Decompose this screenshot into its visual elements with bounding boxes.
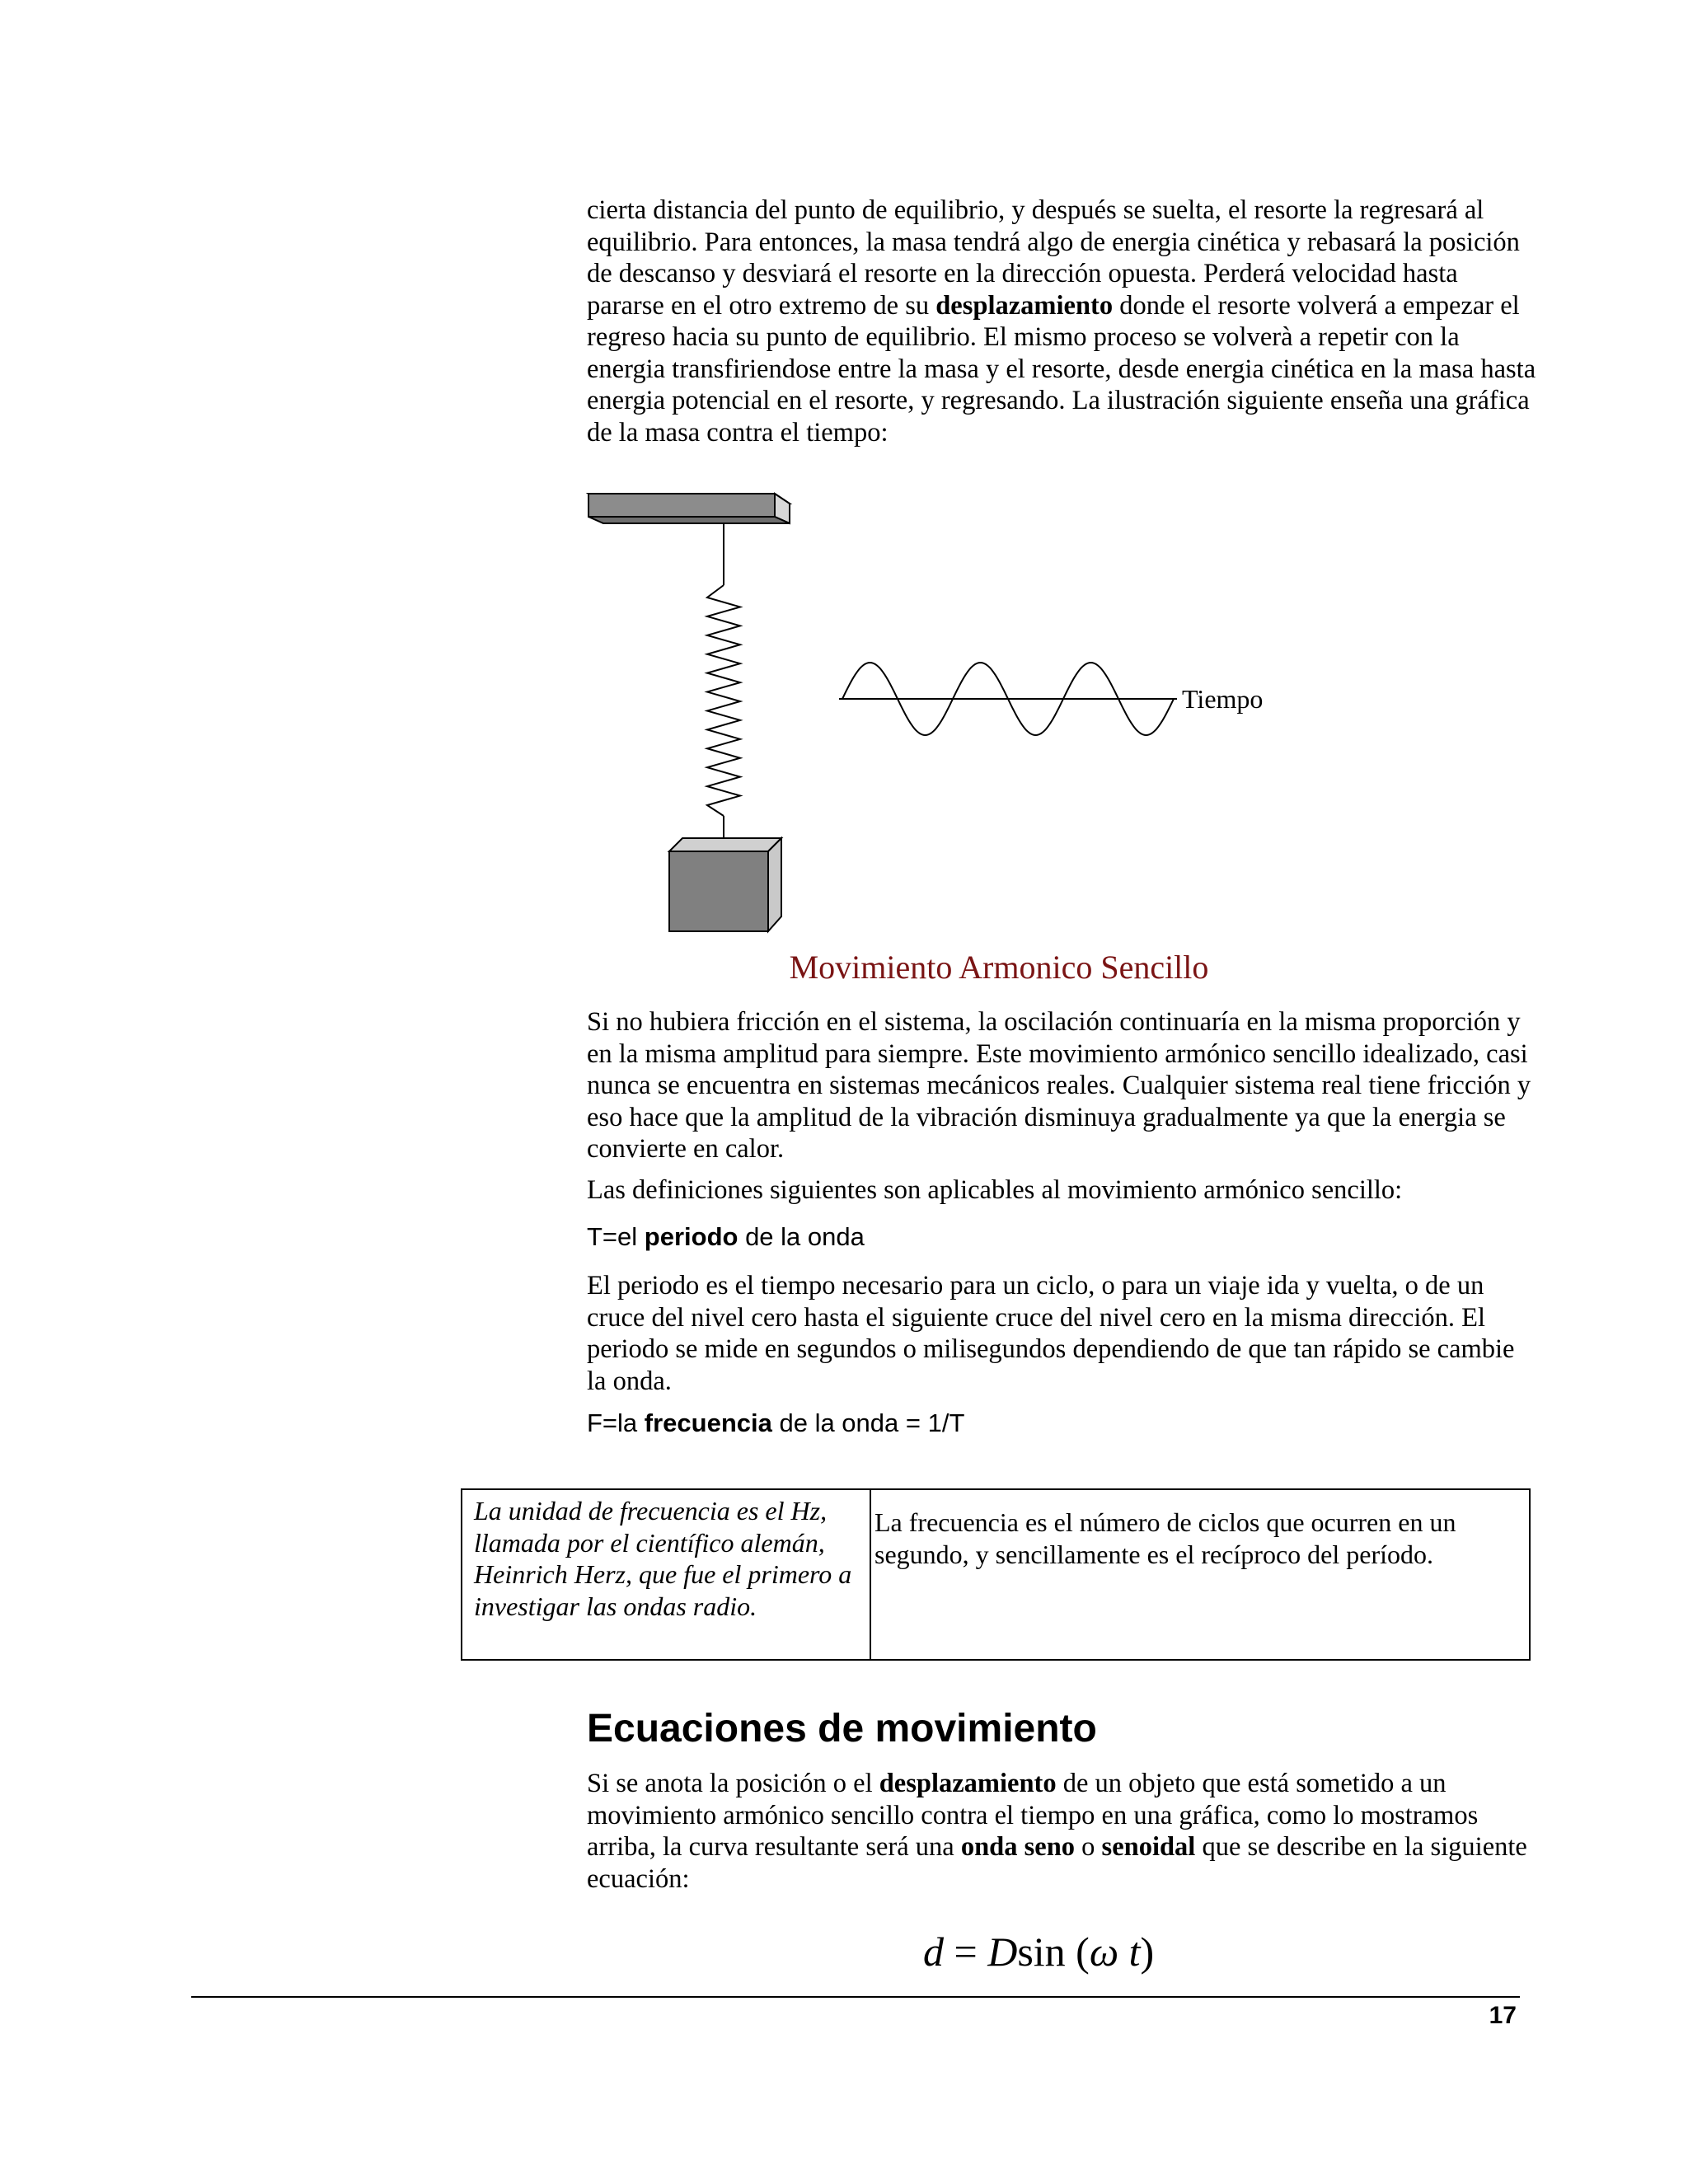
- period-prefix: T=el: [587, 1222, 645, 1251]
- ceiling-bar-bottom: [588, 517, 790, 523]
- mass-block: [669, 851, 768, 931]
- frequency-suffix: de la onda = 1/T: [771, 1408, 965, 1437]
- formula-amplitude: D: [987, 1929, 1018, 1975]
- equation-paragraph-segment: Si se anota la posición o el: [587, 1769, 879, 1798]
- formula-function: sin: [1017, 1929, 1066, 1975]
- frequency-note-table: [461, 1488, 1531, 1661]
- equation-paragraph: [587, 1768, 1539, 1895]
- spring-mass-figure: [577, 482, 1319, 952]
- formula-equals: =: [954, 1929, 978, 1975]
- formula-argument: ω t: [1089, 1929, 1141, 1975]
- frequency-term: frecuencia: [644, 1408, 772, 1437]
- mass-block-top: [669, 838, 781, 851]
- friction-paragraph: Si no hubiera fricción en el sistema, la oscilación continuaría en la misma proporción y en la misma amplitud para siempre. Este movimiento armónico sencillo idealizado, casi nunca se encuentra en sistemas mecánicos reales. Cualquier sistema real tiene fricción y eso hace que la amplitud de la vibración disminuya gradualmente ya que la energia se convierte en calor.: [587, 1007, 1531, 1164]
- period-term: periodo: [644, 1222, 738, 1251]
- formula-open-paren: (: [1076, 1929, 1090, 1975]
- equation-paragraph-segment: senoidal: [1101, 1832, 1196, 1862]
- intro-paragraph-segment: desplazamiento: [935, 290, 1114, 321]
- sine-formula: [923, 1927, 1154, 1976]
- equation-paragraph-segment: onda seno: [960, 1832, 1076, 1862]
- intro-paragraph-segment: donde el resorte volverá a empezar el regreso hacia su punto de equilibrio. El mismo proceso se volverà a repetir con la energia transfiriendose entre la masa y el resorte, desde energia cinética en la masa hasta energia potencial en el resorte, y regresando. La ilustración siguiente enseña una gráfica de la masa contra el tiempo:: [587, 290, 1536, 448]
- formula-lhs: d: [923, 1929, 944, 1975]
- footer-rule: [191, 1996, 1520, 1998]
- intro-paragraph: [587, 194, 1539, 448]
- period-paragraph: El periodo es el tiempo necesario para un ciclo, o para un viaje ida y vuelta, o de un cruce del nivel cero hasta el siguiente cruce del nivel cero en la misma dirección. El periodo se mide en segundos o milisegundos dependiendo de que tan rápido se cambie la onda.: [587, 1271, 1515, 1396]
- mass-block-side: [768, 838, 781, 931]
- section-heading: Ecuaciones de movimiento: [587, 1707, 1097, 1750]
- equation-paragraph-segment: o: [1075, 1832, 1102, 1862]
- equation-paragraph-segment: que se describe en la siguiente ecuación:: [587, 1832, 1527, 1894]
- period-suffix: de la onda: [738, 1222, 865, 1251]
- spring-coil: [707, 585, 740, 816]
- frequency-definition: [587, 1408, 964, 1439]
- equation-paragraph-segment: desplazamiento: [879, 1769, 1057, 1798]
- equation-paragraph-segment: de un objeto que está sometido a un movimiento armónico sencillo contra el tiempo en una gráfica, como lo mostramos arriba, la curva resultante será una: [587, 1769, 1479, 1862]
- page-number: 17: [1489, 2002, 1517, 2029]
- period-definition: [587, 1221, 865, 1253]
- intro-paragraph-segment: cierta distancia del punto de equilibrio, y después se suelta, el resorte la regresará al equilibrio. Para entonces, la masa tendrá algo de energia cinética y rebasará la posición de descanso y desviará el resorte en la dirección opuesta. Perderá velocidad hasta pararse en el otro extremo de su: [587, 195, 1520, 321]
- note-table-left-cell: La unidad de frecuencia es el Hz, llamada por el científico alemán, Heinrich Herz, que fue el primero a investigar las ondas radio.: [462, 1490, 871, 1659]
- time-axis-label: Tiempo: [1182, 684, 1264, 714]
- note-table-right-cell: La frecuencia es el número de ciclos que ocurren en un segundo, y sencillamente es el recíproco del período.: [874, 1507, 1456, 1569]
- frequency-prefix: F=la: [587, 1408, 645, 1437]
- figure-caption: Movimiento Armonico Sencillo: [789, 949, 1209, 986]
- definitions-paragraph: Las definiciones siguientes son aplicables al movimiento armónico sencillo:: [587, 1175, 1403, 1205]
- formula-close-paren: ): [1140, 1929, 1155, 1975]
- ceiling-bar: [588, 494, 775, 517]
